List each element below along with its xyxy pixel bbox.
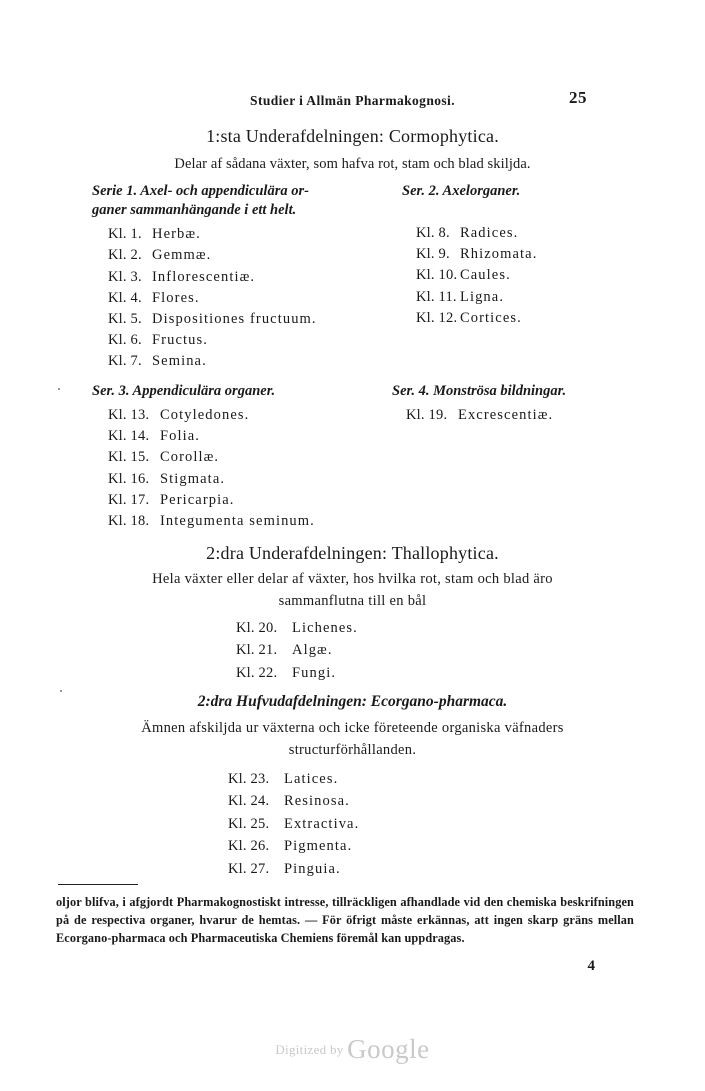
class-name: Semina. — [152, 353, 207, 370]
serie-4-class-list — [392, 405, 612, 426]
ecorgano-class-list — [0, 768, 705, 880]
class-number: Kl. 26. — [228, 838, 270, 855]
section-lead-thallophytica-line1: Hela växter eller delar af växter, hos hvilka rot, stam och blad äro — [152, 571, 553, 587]
section-heading-cormophytica: 1:sta Underafdelningen: Cormophytica. — [206, 126, 499, 146]
series-block-1-2 — [92, 182, 612, 372]
list-item — [108, 405, 392, 426]
class-number: Kl. 6. — [108, 332, 142, 349]
list-item — [108, 309, 392, 330]
serie-1-title — [92, 182, 392, 220]
class-name: Herbæ. — [152, 226, 201, 243]
class-number: Kl. 21. — [236, 642, 278, 659]
footnote-rule — [58, 884, 138, 885]
serie-2-title: Ser. 2. Axelorganer. — [402, 183, 521, 199]
class-name: Radices. — [460, 225, 519, 242]
class-name: Algæ. — [292, 642, 333, 659]
list-item — [0, 768, 705, 790]
list-item — [108, 245, 392, 266]
section-heading-ecorgano-pharmaca: 2:dra Hufvudafdelningen: Ecorgano-pharmaca. — [197, 693, 508, 710]
serie-1-title-line1: Serie 1. Axel- och appendiculära or- — [92, 183, 309, 199]
running-head-title: Studier i Allmän Pharmakognosi. — [250, 93, 455, 108]
class-number: Kl. 16. — [108, 470, 150, 487]
class-number: Kl. 5. — [108, 310, 142, 327]
class-number: Kl. 2. — [108, 247, 142, 264]
list-item — [108, 447, 392, 468]
list-item — [108, 224, 392, 245]
serie-1-class-list — [92, 224, 392, 372]
footnote-text: oljor blifva, i afgjordt Pharmakognostiskt intresse, tillräckligen afhandlade vid den chemiska beskrifningen på de respectiva organer, hvarur de hemtas. — För öfrigt måste erkännas, att ingen skarp gräns mellan Ecorgano-pharmaca och Pharmaceutiska Chemiens föremål kan uppdragas. — [56, 895, 634, 946]
section-heading-thallophytica: 2:dra Underafdelningen: Thallophytica. — [206, 543, 499, 563]
section-lead-ecorgano-line1: Ämnen afskiljda ur växterna och icke företeende organiska väfnaders — [141, 720, 564, 736]
list-item — [0, 639, 705, 661]
class-name: Pinguia. — [284, 860, 341, 877]
class-name: Excrescentiæ. — [458, 407, 554, 424]
serie-2-column — [392, 182, 612, 372]
serie-3-column — [92, 382, 392, 532]
list-item — [416, 223, 612, 244]
serie-1-title-line2: ganer sammanhängande i ett helt. — [92, 202, 297, 219]
section-lead-cormophytica: Delar af sådana växter, som hafva rot, stam och blad skiljda. — [174, 156, 531, 172]
class-number: Kl. 17. — [108, 491, 150, 508]
list-item — [0, 617, 705, 639]
class-name: Resinosa. — [284, 793, 350, 810]
list-item — [416, 265, 612, 286]
class-name: Rhizomata. — [460, 246, 538, 263]
watermark-brand: Google — [347, 1034, 430, 1064]
class-number: Kl. 20. — [236, 620, 278, 636]
class-number: Kl. 4. — [108, 289, 142, 306]
list-item — [108, 426, 392, 447]
list-item — [416, 287, 612, 308]
class-number: Kl. 3. — [108, 268, 142, 285]
class-name: Cotyledones. — [160, 407, 250, 424]
section-lead-ecorgano-line2: structurförhållanden. — [288, 742, 417, 758]
class-name: Pigmenta. — [284, 838, 353, 855]
class-name: Gemmæ. — [152, 247, 212, 264]
running-head — [0, 92, 705, 110]
class-name: Dispositiones fructuum. — [152, 310, 317, 327]
class-number: Kl. 19. — [406, 407, 448, 424]
class-number: Kl. 10. — [416, 267, 458, 284]
class-name: Folia. — [160, 428, 201, 445]
list-item — [108, 469, 392, 490]
list-item — [108, 267, 392, 288]
serie-3-class-list — [92, 405, 392, 532]
class-number: Kl. 12. — [416, 309, 458, 326]
class-name: Fungi. — [292, 664, 337, 681]
serie-4-title: Ser. 4. Monströsa bildningar. — [392, 383, 567, 399]
class-number: Kl. 25. — [228, 815, 270, 832]
class-name: Flores. — [152, 289, 200, 306]
class-name: Pericarpia. — [160, 491, 235, 508]
list-item — [0, 790, 705, 812]
class-number: Kl. 27. — [228, 860, 270, 877]
class-name: Stigmata. — [160, 470, 226, 487]
list-item — [108, 490, 392, 511]
scan-watermark — [0, 1034, 705, 1065]
list-item — [108, 511, 392, 532]
class-number: Kl. 13. — [108, 407, 150, 424]
scan-speck — [60, 690, 62, 692]
class-number: Kl. 24. — [228, 793, 270, 810]
list-item — [108, 288, 392, 309]
class-number: Kl. 18. — [108, 512, 150, 529]
class-name: Ligna. — [460, 288, 505, 305]
serie-2-class-list — [392, 223, 612, 329]
class-name: Lichenes. — [292, 620, 358, 636]
class-number: Kl. 1. — [108, 226, 142, 243]
list-item — [0, 858, 705, 880]
series-block-3-4 — [92, 382, 612, 532]
serie-4-column — [392, 382, 612, 532]
thallophytica-class-list — [0, 617, 705, 684]
class-name: Integumenta seminum. — [160, 512, 315, 529]
class-name: Caules. — [460, 267, 511, 284]
class-name: Latices. — [284, 771, 339, 787]
page-number: 25 — [569, 88, 587, 107]
class-name: Cortices. — [460, 309, 522, 326]
scan-speck — [58, 388, 60, 390]
class-name: Fructus. — [152, 332, 208, 349]
list-item — [0, 813, 705, 835]
class-name: Inflorescentiæ. — [152, 268, 256, 285]
serie-1-column — [92, 182, 392, 372]
list-item — [406, 405, 612, 426]
class-number: Kl. 22. — [236, 664, 278, 681]
class-name: Extractiva. — [284, 815, 360, 832]
list-item — [416, 308, 612, 329]
list-item — [0, 662, 705, 684]
class-number: Kl. 14. — [108, 428, 150, 445]
class-number: Kl. 23. — [228, 771, 270, 787]
signature-mark: 4 — [587, 958, 595, 974]
watermark-prefix: Digitized by — [275, 1042, 348, 1057]
section-lead-thallophytica-line2: sammanflutna till en bål — [278, 593, 427, 609]
class-name: Corollæ. — [160, 449, 220, 466]
list-item — [0, 835, 705, 857]
list-item — [416, 244, 612, 265]
list-item — [108, 351, 392, 372]
class-number: Kl. 9. — [416, 246, 450, 263]
list-item — [108, 330, 392, 351]
class-number: Kl. 15. — [108, 449, 150, 466]
class-number: Kl. 8. — [416, 225, 450, 242]
class-number: Kl. 11. — [416, 288, 457, 305]
serie-3-title: Ser. 3. Appendiculära organer. — [92, 383, 276, 399]
class-number: Kl. 7. — [108, 353, 142, 370]
